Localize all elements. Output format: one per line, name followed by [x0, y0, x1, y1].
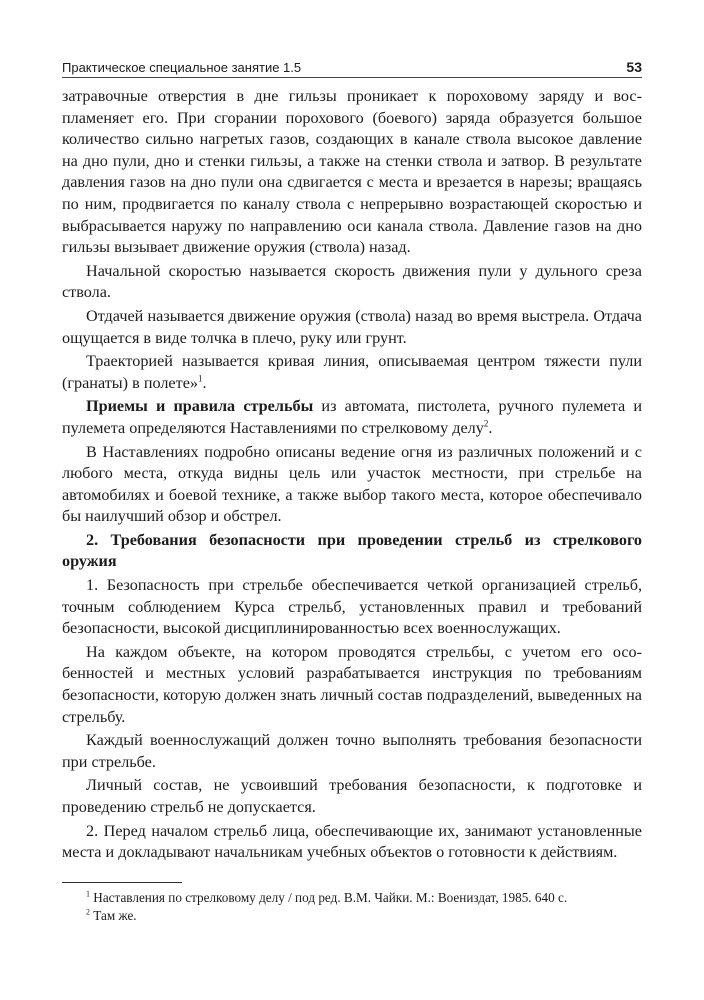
section-heading: 2. Требования безопасности при проведении стрельб из стрелкового оружия: [62, 530, 642, 571]
shooting-rules-term: Приемы и правила стрельбы: [86, 397, 314, 416]
paragraph-safety-1: 1. Безопасность при стрельбе обеспечивается четкой организацией стрельб, точным соблюдением Курса стрельб, установленных правил и требований безопасности, высокой дисциплинированностью всех военнослужащих.: [62, 576, 642, 638]
paragraph-recoil: Отдачей называется движение оружия (ствола) назад во время выстрела. Отдача ощущается в виде толчка в плечо, руку или грунт.: [62, 306, 642, 347]
paragraph-initial-velocity: Начальной скоростью называется скорость движения пули у дульного среза ствола.: [62, 261, 642, 302]
paragraph-shooting-rules: [62, 396, 642, 439]
page-number: 53: [626, 59, 642, 75]
paragraph-safety-admission: Личный состав, не усвоивший требования безопасности, к подготовке и проведению стрельб не допускается.: [62, 776, 642, 816]
paragraph-manuals: В Наставлениях подробно описаны ведение огня из различных положений и с любого места, откуда видны цель или участок местности, при стрельбе на автомобилях и боевой технике, а также выбор такого места, которое обеспечивало бы наилучший обзор и обстрел.: [62, 442, 642, 526]
footnote-2: [62, 907, 642, 925]
footnote-1-mark: 1: [86, 889, 90, 899]
footnote-1: [62, 889, 642, 907]
section-title: Практическое специальное занятие 1.5: [62, 60, 302, 75]
trajectory-text: Траекторией называется кривая линия, описываемая центром тяжести пули (гранаты) в полете»: [62, 352, 642, 392]
footnote-1-text: Наставления по стрелковому делу / под ред. В.М. Чайки. М.: Воениздат, 1985. 640 с.: [90, 889, 568, 905]
footnote-ref-1: 1: [197, 373, 203, 384]
shooting-rules-period: .: [488, 418, 493, 437]
paragraph-continuation: затравочные отверстия в дне гильзы проникает к пороховому заряду и воспламеняет его. При сгорании порохового (боевого) заряда образуется большое количество сильно нагретых газов, создающих в канале ствола высокое давление на дно пули, дно и стенки гильзы, а также на стенки ствола и затвор. В результате давления газов на дно пули она сдвигается с места и врезается в нарезы; вращаясь по ним, продвигается по каналу ствола с непрерывно возрастающей скоростью и выбрасывается наружу по направлению оси канала ствола. Давление газов на дно гильзы вызывает движение оружия (ствола) назад.: [62, 87, 642, 257]
paragraph-trajectory: [62, 351, 642, 394]
paragraph-safety-duty: Каждый военнослужащий должен точно выполнять требования безопасности при стрельбе.: [62, 731, 642, 771]
shooting-rules-text: из автомата, пистолета, ручного пулемета и пулемета определяются Наставлениями по стрелковому делу: [62, 397, 642, 437]
footnote-divider: [62, 882, 182, 883]
footnotes: [62, 889, 642, 925]
body-text: [62, 86, 642, 864]
running-header: [62, 58, 642, 78]
footnote-2-text: Там же.: [90, 907, 137, 923]
trajectory-period: .: [202, 373, 207, 392]
document-page: [62, 58, 642, 925]
paragraph-safety-instructions: На каждом объекте, на котором проводятся стрельбы, с учетом его особенностей и местных условий разрабатывается инструкция по требованиям безопасности, которую должен знать личный состав подразделений, выведенных на стрельбу.: [62, 642, 642, 726]
paragraph-safety-2: 2. Перед началом стрельб лица, обеспечивающие их, занимают установленные места и докладывают начальникам учебных объектов о готовности к действиям.: [62, 821, 642, 862]
footnote-2-mark: 2: [86, 907, 90, 917]
footnote-ref-2: 2: [483, 418, 489, 429]
